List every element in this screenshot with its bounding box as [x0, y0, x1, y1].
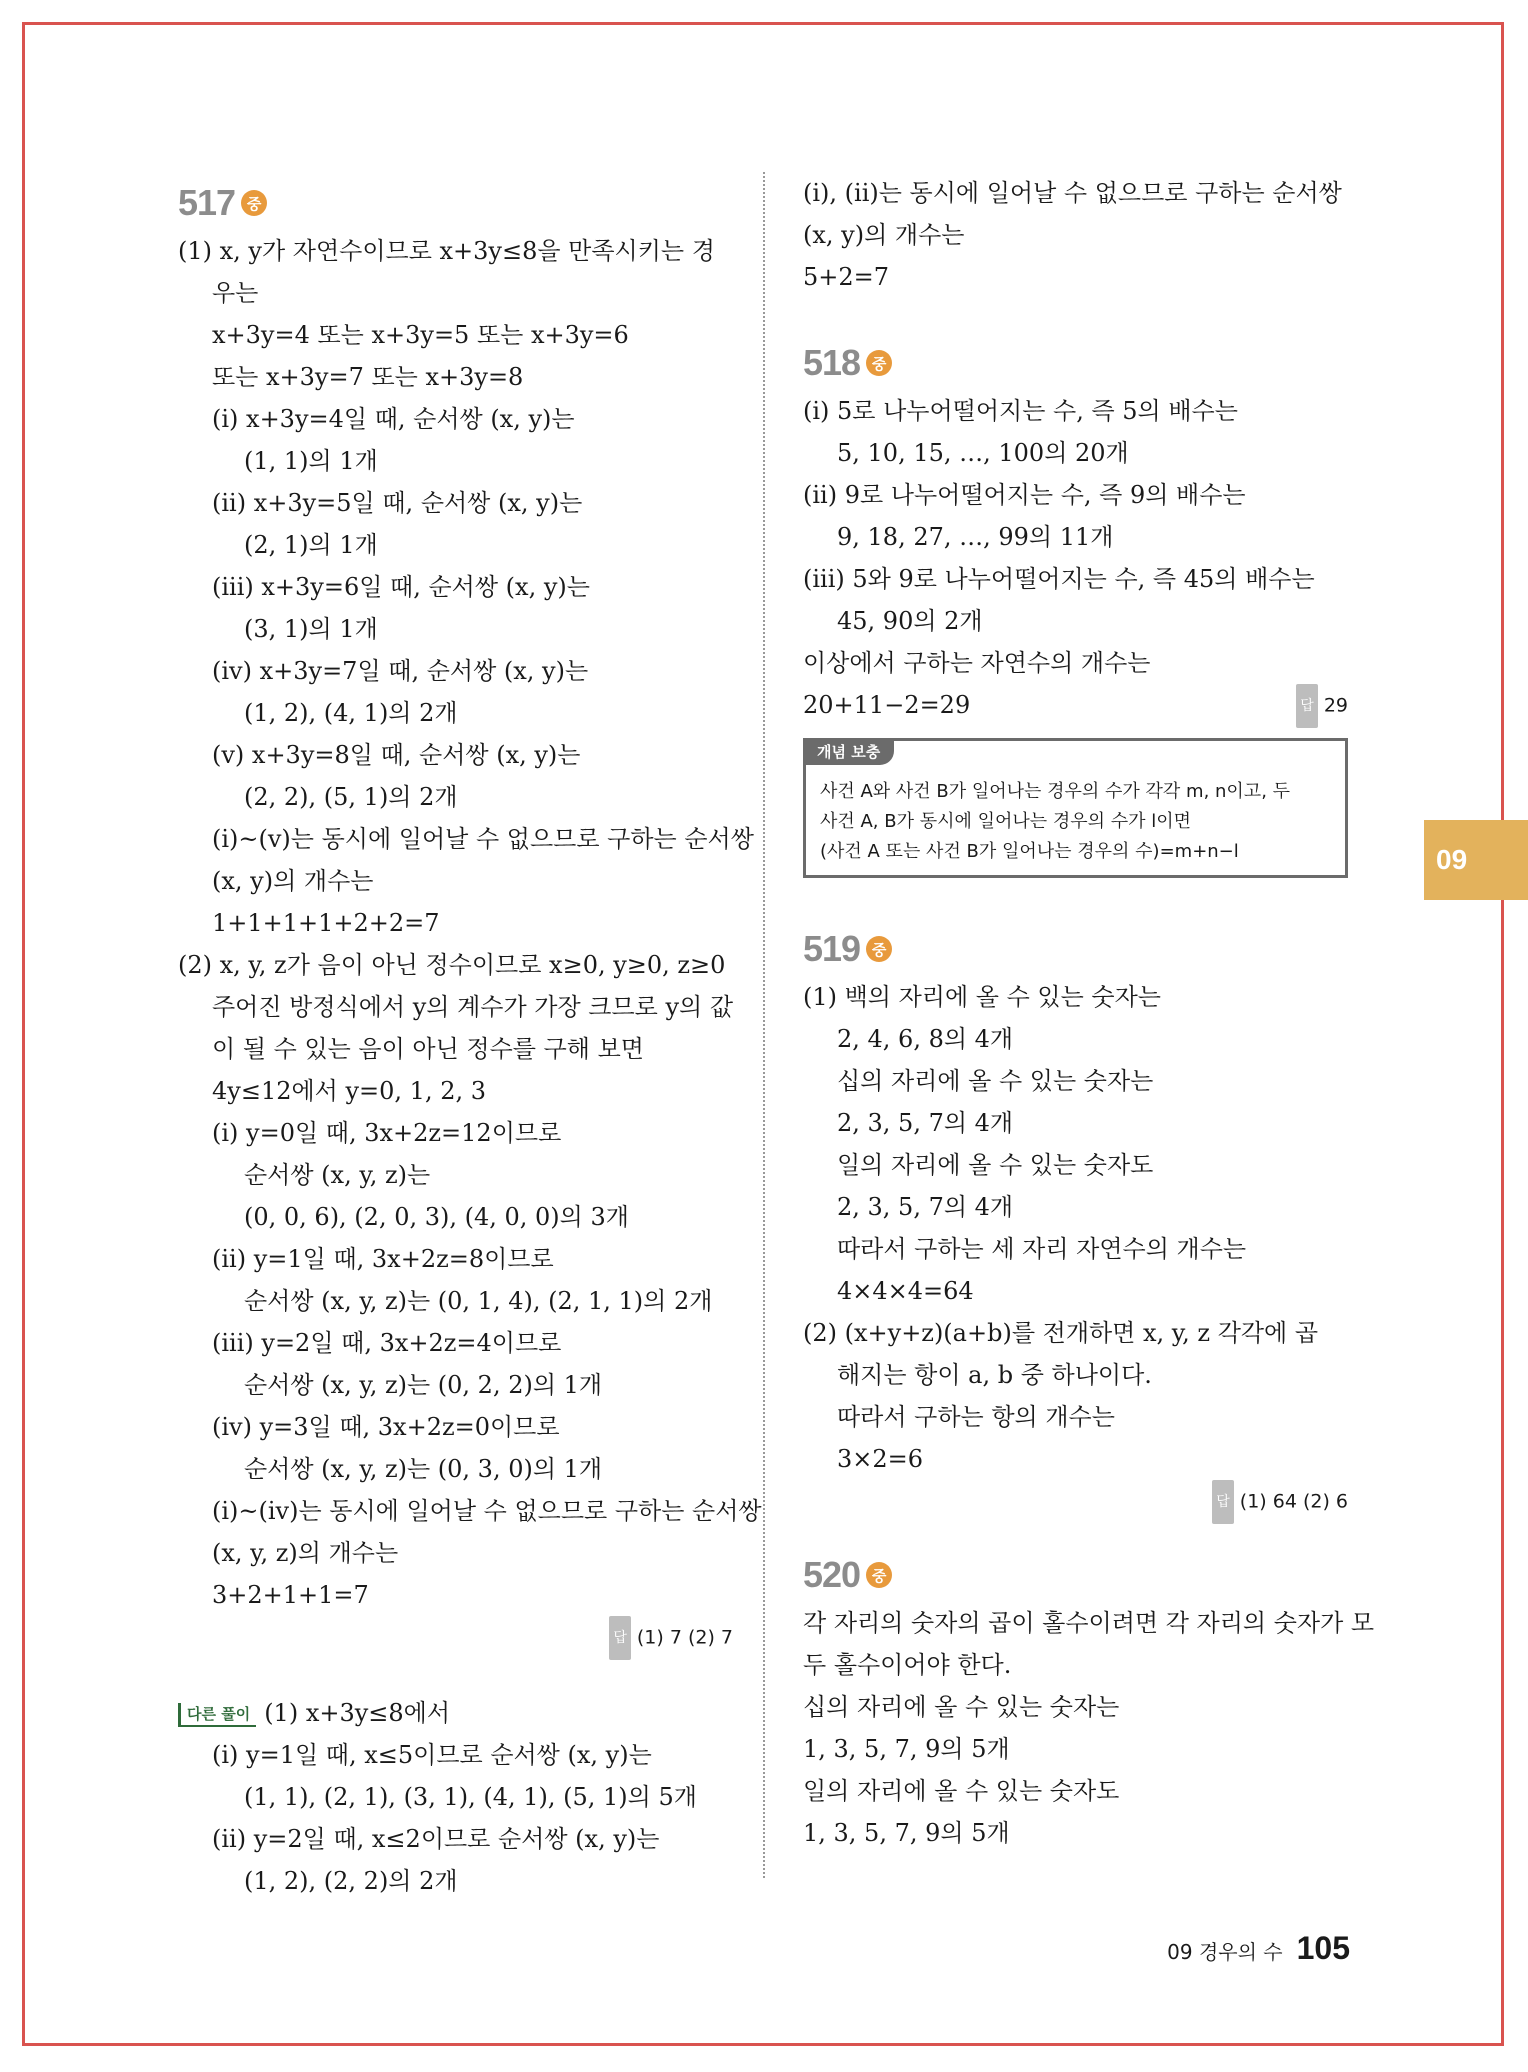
solution-line: 십의 자리에 올 수 있는 숫자는 [837, 1067, 1154, 1095]
solution-line: (x, y, z)의 개수는 [212, 1539, 399, 1567]
solution-line: (1, 2), (4, 1)의 2개 [244, 699, 458, 727]
alt-line: (i) y=1일 때, x≤5이므로 순서쌍 (x, y)는 [212, 1741, 652, 1769]
solution-line: (iii) x+3y=6일 때, 순서쌍 (x, y)는 [212, 573, 590, 601]
solution-line: 순서쌍 (x, y, z)는 (0, 3, 0)의 1개 [244, 1455, 603, 1483]
solution-line: (1) x, y가 자연수이므로 x+3y≤8을 만족시키는 경 [178, 237, 715, 265]
solution-line: (2) (x+y+z)(a+b)를 전개하면 x, y, z 각각에 곱 [803, 1319, 1319, 1347]
solution-line: 3+2+1+1=7 [212, 1581, 369, 1609]
solution-line: 4×4×4=64 [837, 1277, 974, 1305]
answer-icon: 답 [1296, 684, 1318, 728]
solution-line: 순서쌍 (x, y, z)는 (0, 2, 2)의 1개 [244, 1371, 603, 1399]
problem-number: 520 [803, 1554, 861, 1595]
solution-line: (iii) 5와 9로 나누어떨어지는 수, 즉 45의 배수는 [803, 565, 1315, 593]
concept-line: 사건 A, B가 동시에 일어나는 경우의 수가 l이면 [820, 811, 1192, 832]
column-divider [763, 172, 765, 1878]
problem-number: 519 [803, 928, 861, 969]
solution-line: (iii) y=2일 때, 3x+2z=4이므로 [212, 1329, 562, 1357]
difficulty-badge: 중 [866, 936, 892, 962]
solution-line: 순서쌍 (x, y, z)는 (0, 1, 4), (2, 1, 1)의 2개 [244, 1287, 713, 1315]
solution-line: (i), (ii)는 동시에 일어날 수 없으므로 구하는 순서쌍 [803, 179, 1342, 207]
problem-number: 518 [803, 342, 861, 383]
difficulty-badge: 중 [866, 350, 892, 376]
problem-517-header [178, 176, 733, 230]
alt-line: (ii) y=2일 때, x≤2이므로 순서쌍 (x, y)는 [212, 1825, 660, 1853]
alt-solution-tag: 다른 풀이 [178, 1703, 256, 1727]
answer-icon: 답 [1212, 1480, 1234, 1524]
concept-box [803, 738, 1348, 878]
solution-line: (i) y=0일 때, 3x+2z=12이므로 [212, 1119, 562, 1147]
solution-line: 우는 [212, 279, 259, 307]
alt-line: (1, 1), (2, 1), (3, 1), (4, 1), (5, 1)의 5개 [244, 1783, 697, 1811]
solution-line: (x, y)의 개수는 [803, 221, 965, 249]
solution-line: (1, 1)의 1개 [244, 447, 378, 475]
solution-line: 4y≤12에서 y=0, 1, 2, 3 [212, 1077, 486, 1105]
solution-line: 순서쌍 (x, y, z)는 [244, 1161, 431, 1189]
difficulty-badge: 중 [241, 190, 267, 216]
solution-line: 이상에서 구하는 자연수의 개수는 [803, 649, 1151, 677]
solution-line: 5, 10, 15, …, 100의 20개 [837, 439, 1129, 467]
answer-519 [803, 1480, 1348, 1522]
alt-line: (1) x+3y≤8에서 [264, 1699, 451, 1727]
solution-line: (ii) 9로 나누어떨어지는 수, 즉 9의 배수는 [803, 481, 1246, 509]
page-footer [1167, 1930, 1350, 1967]
answer-value: (1) 7 (2) 7 [636, 1626, 733, 1649]
solution-line: 2, 4, 6, 8의 4개 [837, 1025, 1014, 1053]
solution-line: (1) 백의 자리에 올 수 있는 숫자는 [803, 983, 1161, 1011]
solution-line: 또는 x+3y=7 또는 x+3y=8 [212, 363, 524, 391]
chapter-title: 09 경우의 수 [1167, 1940, 1283, 1964]
concept-line: (사건 A 또는 사건 B가 일어나는 경우의 수)=m+n−l [820, 841, 1239, 862]
solution-line: 따라서 구하는 세 자리 자연수의 개수는 [837, 1235, 1247, 1263]
solution-line: 1+1+1+1+2+2=7 [212, 909, 440, 937]
alt-solution-line [178, 1692, 733, 1734]
solution-line: 45, 90의 2개 [837, 607, 983, 635]
solution-line: (3, 1)의 1개 [244, 615, 378, 643]
problem-519-header [803, 922, 1348, 976]
problem-518-header [803, 336, 1348, 390]
solution-line: (ii) x+3y=5일 때, 순서쌍 (x, y)는 [212, 489, 583, 517]
solution-line: 십의 자리에 올 수 있는 숫자는 [803, 1693, 1120, 1721]
solution-line: 두 홀수이어야 한다. [803, 1651, 1012, 1679]
concept-tag: 개념 보충 [803, 738, 894, 765]
solution-line: 2, 3, 5, 7의 4개 [837, 1193, 1014, 1221]
solution-line: (v) x+3y=8일 때, 순서쌍 (x, y)는 [212, 741, 581, 769]
solution-line: 이 될 수 있는 음이 아닌 정수를 구해 보면 [212, 1035, 644, 1063]
solution-line: (iv) y=3일 때, 3x+2z=0이므로 [212, 1413, 560, 1441]
solution-line: (i)~(v)는 동시에 일어날 수 없으므로 구하는 순서쌍 [212, 825, 754, 853]
solution-line: (iv) x+3y=7일 때, 순서쌍 (x, y)는 [212, 657, 589, 685]
solution-line: 5+2=7 [803, 263, 890, 291]
solution-line: 일의 자리에 올 수 있는 숫자도 [803, 1777, 1120, 1805]
solution-line: (0, 0, 6), (2, 0, 3), (4, 0, 0)의 3개 [244, 1203, 629, 1231]
solution-line: 일의 자리에 올 수 있는 숫자도 [837, 1151, 1154, 1179]
concept-line: 사건 A와 사건 B가 일어나는 경우의 수가 각각 m, n이고, 두 [820, 781, 1291, 802]
solution-line: 해지는 항이 a, b 중 하나이다. [837, 1361, 1152, 1389]
problem-number: 517 [178, 182, 236, 223]
chapter-tab: 09 [1424, 820, 1528, 900]
problem-520-header [803, 1548, 1348, 1602]
page-number: 105 [1296, 1930, 1350, 1966]
solution-line: (i) 5로 나누어떨어지는 수, 즉 5의 배수는 [803, 397, 1238, 425]
solution-line: 3×2=6 [837, 1445, 924, 1473]
left-column [178, 172, 762, 1902]
solution-line: (2, 1)의 1개 [244, 531, 378, 559]
answer-517 [178, 1616, 733, 1658]
right-column [803, 172, 1375, 1854]
solution-line: (i) x+3y=4일 때, 순서쌍 (x, y)는 [212, 405, 575, 433]
solution-line: 1, 3, 5, 7, 9의 5개 [803, 1735, 1010, 1763]
answer-518 [803, 684, 1348, 726]
solution-line: 9, 18, 27, …, 99의 11개 [837, 523, 1114, 551]
solution-line: (ii) y=1일 때, 3x+2z=8이므로 [212, 1245, 554, 1273]
alt-line: (1, 2), (2, 2)의 2개 [244, 1867, 458, 1895]
solution-line: 주어진 방정식에서 y의 계수가 가장 크므로 y의 값 [212, 993, 734, 1021]
solution-line: (i)~(iv)는 동시에 일어날 수 없으므로 구하는 순서쌍 [212, 1497, 762, 1525]
solution-line: (2) x, y, z가 음이 아닌 정수이므로 x≥0, y≥0, z≥0 [178, 951, 726, 979]
answer-value: (1) 64 (2) 6 [1239, 1490, 1348, 1513]
solution-line: 1, 3, 5, 7, 9의 5개 [803, 1819, 1010, 1847]
solution-line: x+3y=4 또는 x+3y=5 또는 x+3y=6 [212, 321, 629, 349]
solution-line: 20+11−2=29 [803, 691, 971, 719]
answer-icon: 답 [609, 1616, 631, 1660]
difficulty-badge: 중 [866, 1562, 892, 1588]
solution-line: 각 자리의 숫자의 곱이 홀수이려면 각 자리의 숫자가 모 [803, 1609, 1375, 1637]
solution-line: (x, y)의 개수는 [212, 867, 374, 895]
solution-line: 따라서 구하는 항의 개수는 [837, 1403, 1115, 1431]
solution-line: 2, 3, 5, 7의 4개 [837, 1109, 1014, 1137]
answer-value: 29 [1323, 694, 1348, 717]
solution-line: (2, 2), (5, 1)의 2개 [244, 783, 458, 811]
